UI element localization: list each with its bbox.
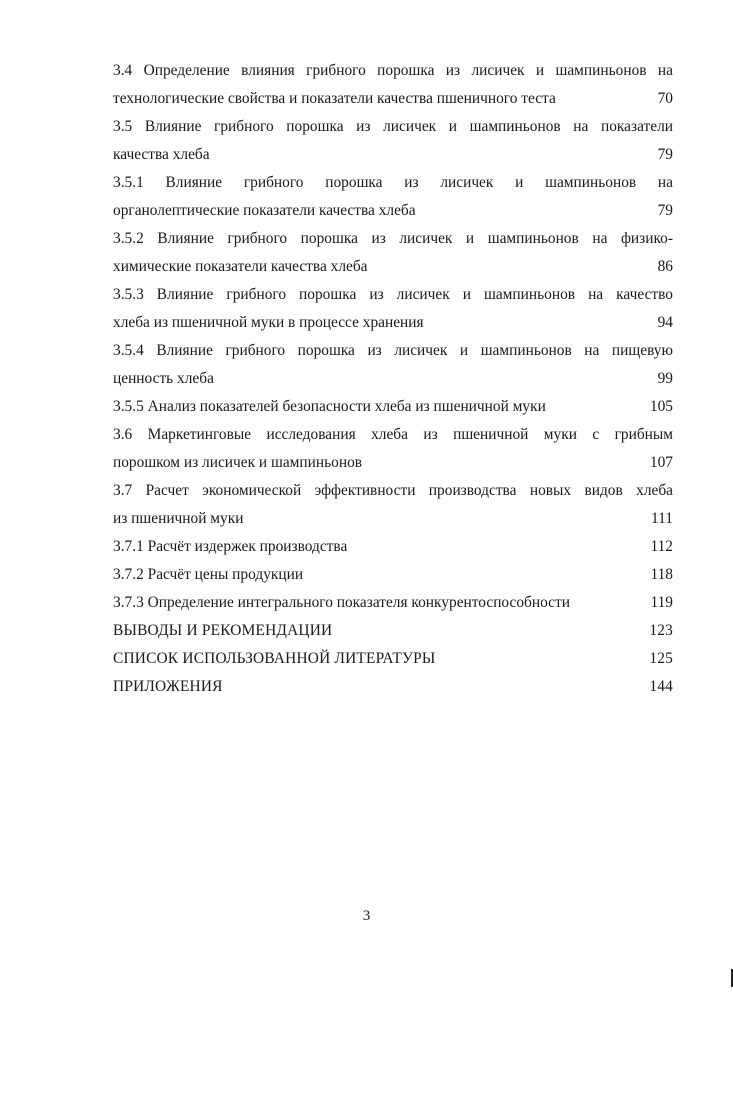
toc-entry-3-5-3 [113,281,673,337]
toc-entry-page-number: 119 [650,594,673,611]
toc-entry-3-7-1 [113,533,673,561]
toc-entry-page-number: 94 [657,314,673,331]
toc-entry-title-line1: 3.5.2 Влияние грибного порошка из лисичек и шампиньонов на физико- [113,230,673,247]
toc-entry-page-number: 111 [651,510,673,527]
toc-entry-title-line2: порошком из лисичек и шампиньонов [113,454,363,471]
toc-entry-3-6 [113,421,673,477]
toc-entry-title-line1: 3.4 Определение влияния грибного порошка из лисичек и шампиньонов на [113,62,673,79]
toc-entry-title: 3.7.1 Расчёт издержек производства [113,538,348,555]
toc-entry-title-line1: 3.7 Расчет экономической эффективности производства новых видов хлеба [113,482,673,499]
toc-entry-title-line1: 3.5.3 Влияние грибного порошка из лисичек и шампиньонов на качество [113,286,673,303]
toc-entry-title-line2: хлеба из пшеничной муки в процессе хранения [113,314,424,331]
table-of-contents [113,57,673,701]
toc-entry-3-7 [113,477,673,533]
toc-entry-title: 3.5.5 Анализ показателей безопасности хлеба из пшеничной муки [113,398,546,415]
toc-entry-references [113,645,673,673]
toc-entry-page-number: 79 [657,146,673,163]
toc-entry-title: 3.7.2 Расчёт цены продукции [113,566,304,583]
toc-entry-title-line1: 3.5.4 Влияние грибного порошка из лисичек и шампиньонов на пищевую [113,342,673,359]
toc-entry-title-line2: технологические свойства и показатели качества пшеничного теста [113,90,556,107]
toc-entry-title: ПРИЛОЖЕНИЯ [113,678,223,695]
toc-entry-title-line2: из пшеничной муки [113,510,244,527]
toc-entry-title-line1: 3.5 Влияние грибного порошка из лисичек и шампиньонов на показатели [113,118,673,135]
toc-entry-3-5-2 [113,225,673,281]
toc-entry-title-line2: ценность хлеба [113,370,214,387]
toc-entry-page-number: 86 [657,258,673,275]
toc-entry-title-line1: 3.5.1 Влияние грибного порошка из лисичек и шампиньонов на [113,174,673,191]
page-number: 3 [362,908,371,924]
toc-entry-title-line2: органолептические показатели качества хлеба [113,202,416,219]
toc-entry-page-number: 99 [657,370,673,387]
toc-entry-3-5-4 [113,337,673,393]
toc-entry-3-5-1 [113,169,673,225]
toc-entry-page-number: 123 [649,622,673,639]
toc-entry-page-number: 144 [649,678,673,695]
toc-entry-3-5 [113,113,673,169]
toc-entry-conclusions [113,617,673,645]
toc-entry-page-number: 112 [650,538,673,555]
toc-entry-title: ВЫВОДЫ И РЕКОМЕНДАЦИИ [113,622,333,639]
toc-entry-page-number: 118 [650,566,673,583]
toc-entry-title-line1: 3.6 Маркетинговые исследования хлеба из пшеничной муки с грибным [113,426,673,443]
toc-entry-page-number: 105 [649,398,673,415]
toc-entry-appendices [113,673,673,701]
toc-entry-page-number: 70 [657,90,673,107]
toc-entry-page-number: 107 [649,454,673,471]
toc-entry-title: 3.7.3 Определение интегрального показателя конкурентоспособности [113,594,570,611]
toc-entry-title: СПИСОК ИСПОЛЬЗОВАННОЙ ЛИТЕРАТУРЫ [113,650,436,667]
toc-entry-page-number: 125 [649,650,673,667]
toc-entry-3-5-5 [113,393,673,421]
toc-entry-page-number: 79 [657,202,673,219]
toc-entry-3-7-2 [113,561,673,589]
toc-entry-title-line2: химические показатели качества хлеба [113,258,368,275]
toc-entry-3-4 [113,57,673,113]
toc-entry-title-line2: качества хлеба [113,146,210,163]
toc-entry-3-7-3 [113,589,673,617]
